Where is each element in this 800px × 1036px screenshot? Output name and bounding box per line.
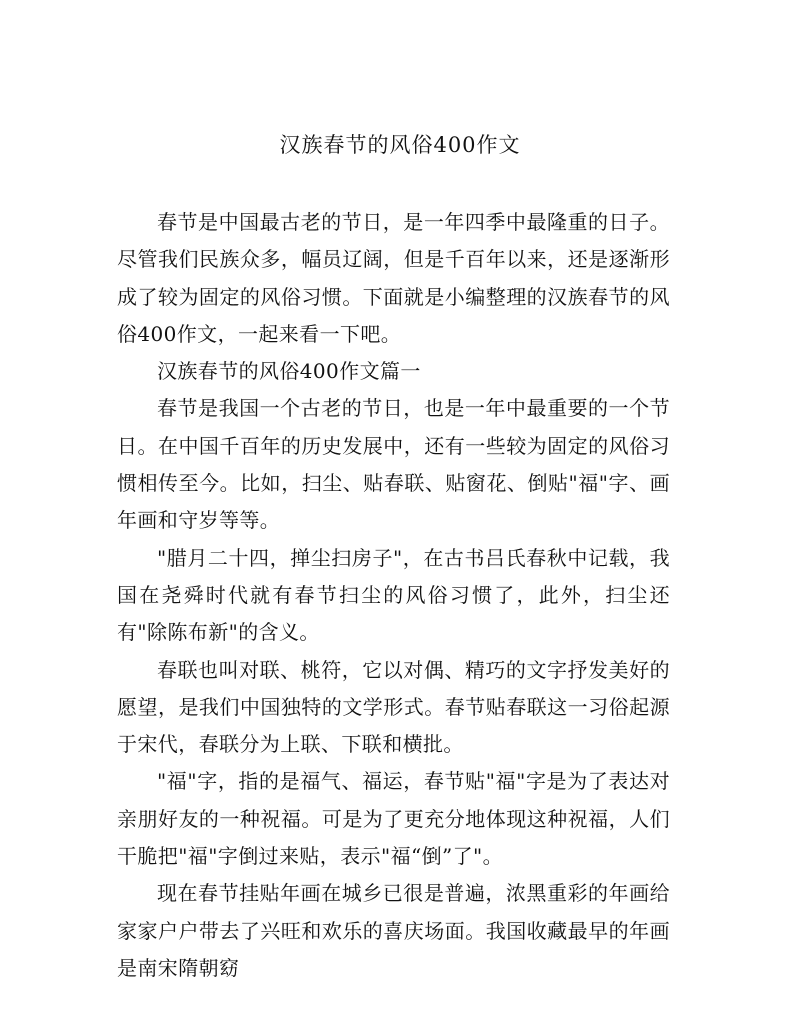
body-paragraph: 春节是我国一个古老的节日，也是一年中最重要的一个节日。在中国千百年的历史发展中，还有一些较为固定的风俗习惯相传至今。比如，扫尘、贴春联、贴窗花、倒贴"福"字、画年画和守岁等等。 xyxy=(117,396,670,533)
section-heading: 汉族春节的风俗400作文篇一 xyxy=(157,359,421,384)
body-paragraph: 现在春节挂贴年画在城乡已很是普遍，浓黑重彩的年画给家家户户带去了兴旺和欢乐的喜庆场面。我国收藏最早的年画是南宋隋朝窈 xyxy=(117,881,670,980)
body-paragraph: "福"字，指的是福气、福运，春节贴"福"字是为了表达对亲朋好友的一种祝福。可是为了更充分地体现这种祝福，人们干脆把"福"字倒过来贴，表示"福“倒”了"。 xyxy=(117,769,670,869)
document-body xyxy=(117,204,670,987)
document-title: 汉族春节的风俗400作文 xyxy=(279,133,521,157)
body-paragraph: 春联也叫对联、桃符，它以对偶、精巧的文字抒发美好的愿望，是我们中国独特的文学形式。春节贴春联这一习俗起源于宋代，春联分为上联、下联和横批。 xyxy=(117,657,670,757)
intro-paragraph: 春节是中国最古老的节日，是一年四季中最隆重的日子。尽管我们民族众多，幅员辽阔，但是千百年以来，还是逐渐形成了较为固定的风俗习惯。下面就是小编整理的汉族春节的风俗400作文，一起来看一下吧。 xyxy=(117,210,670,346)
body-paragraph: "腊月二十四，掸尘扫房子"，在古书吕氏春秋中记载，我国在尧舜时代就有春节扫尘的风俗习惯了，此外，扫尘还有"除陈布新"的含义。 xyxy=(117,545,670,645)
